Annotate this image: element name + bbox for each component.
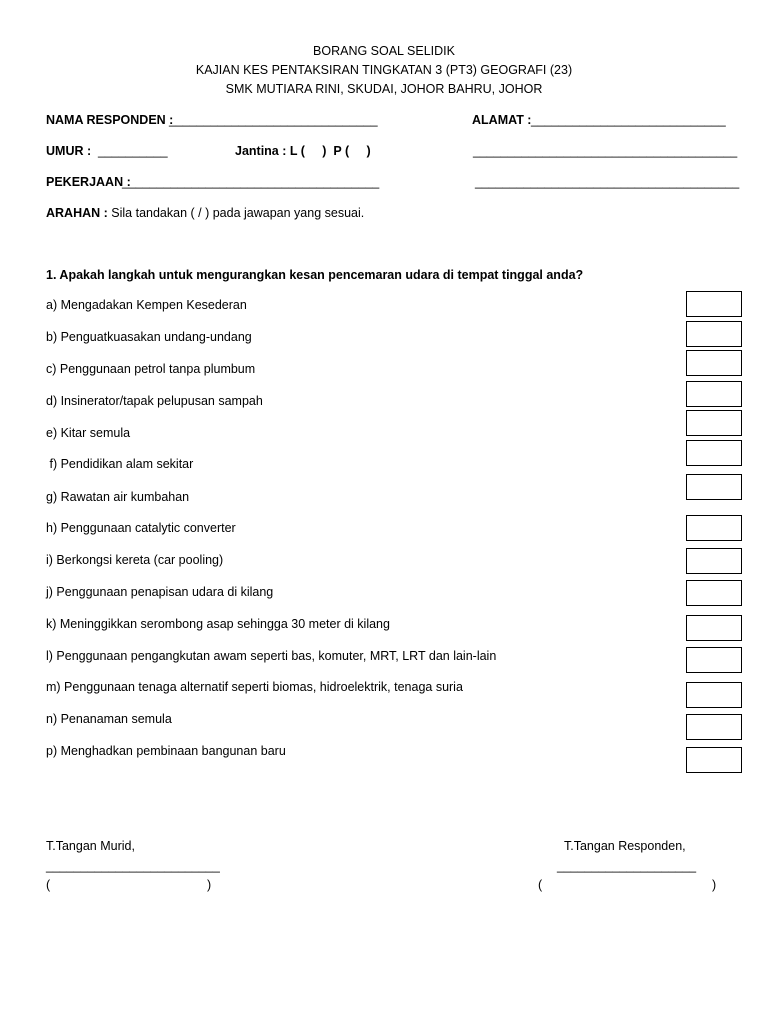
option-label-d: d) Insinerator/tapak pelupusan sampah xyxy=(46,394,263,408)
form-title: BORANG SOAL SELIDIK xyxy=(313,44,455,58)
option-label-k: k) Meninggikkan serombong asap sehingga 30 meter di kilang xyxy=(46,617,390,631)
address-field-line-2[interactable]: ______________________________________ xyxy=(473,144,738,158)
option-label-p: p) Menghadkan pembinaan bangunan baru xyxy=(46,744,286,758)
respondent-name-label: NAMA RESPONDEN : xyxy=(46,113,177,127)
answer-box-a[interactable] xyxy=(686,291,742,317)
job-label: PEKERJAAN : xyxy=(46,175,135,189)
answer-box-l[interactable] xyxy=(686,647,742,673)
answer-box-m[interactable] xyxy=(686,682,742,708)
option-label-f: f) Pendidikan alam sekitar xyxy=(46,457,194,471)
question-title: 1. Apakah langkah untuk mengurangkan kesan pencemaran udara di tempat tinggal anda? xyxy=(46,268,584,282)
form-subtitle: KAJIAN KES PENTAKSIRAN TINGKATAN 3 (PT3) GEOGRAFI (23) xyxy=(195,63,573,77)
option-label-j: j) Penggunaan penapisan udara di kilang xyxy=(46,585,274,599)
age-label: UMUR : xyxy=(46,144,95,158)
option-label-n: n) Penanaman semula xyxy=(46,712,172,726)
option-label-h: h) Penggunaan catalytic converter xyxy=(46,521,236,535)
job-field[interactable]: _____________________________________ xyxy=(122,175,380,189)
instruction-label: ARAHAN : xyxy=(46,206,112,220)
option-label-l: l) Penggunaan pengangkutan awam seperti bas, komuter, MRT, LRT dan lain-lain xyxy=(46,649,497,663)
answer-box-h[interactable] xyxy=(686,515,742,541)
option-label-a: a) Mengadakan Kempen Kesederan xyxy=(46,298,247,312)
respondent-name-field[interactable]: ______________________________ xyxy=(169,113,378,127)
answer-box-p[interactable] xyxy=(686,747,742,773)
address-field-line-3[interactable]: ______________________________________ xyxy=(475,175,740,189)
option-label-c: c) Penggunaan petrol tanpa plumbum xyxy=(46,362,256,376)
respondent-name-paren-open: ( xyxy=(538,878,543,892)
option-label-m: m) Penggunaan tenaga alternatif seperti biomas, hidroelektrik, tenaga suria xyxy=(46,680,463,694)
gender-field[interactable]: Jantina : L ( ) P ( ) xyxy=(235,144,371,158)
option-label-e: e) Kitar semula xyxy=(46,426,131,440)
answer-box-b[interactable] xyxy=(686,321,742,347)
student-signature-label: T.Tangan Murid, xyxy=(46,839,135,853)
respondent-signature-line[interactable]: ____________________ xyxy=(557,859,697,873)
address-label: ALAMAT : xyxy=(472,113,535,127)
option-label-b: b) Penguatkuasakan undang-undang xyxy=(46,330,252,344)
option-label-g: g) Rawatan air kumbahan xyxy=(46,490,190,504)
student-name-paren-open: ( xyxy=(46,878,51,892)
answer-box-f[interactable] xyxy=(686,440,742,466)
answer-box-k[interactable] xyxy=(686,615,742,641)
address-field[interactable]: ____________________________ xyxy=(531,113,726,127)
respondent-name-paren-close: ) xyxy=(712,878,717,892)
option-label-i: i) Berkongsi kereta (car pooling) xyxy=(46,553,224,567)
answer-box-c[interactable] xyxy=(686,350,742,376)
respondent-signature-label: T.Tangan Responden, xyxy=(564,839,686,853)
answer-box-g[interactable] xyxy=(686,474,742,500)
answer-box-n[interactable] xyxy=(686,714,742,740)
answer-box-i[interactable] xyxy=(686,548,742,574)
student-signature-line[interactable]: _________________________ xyxy=(46,859,220,873)
instruction xyxy=(46,206,364,220)
answer-box-e[interactable] xyxy=(686,410,742,436)
student-name-paren-close: ) xyxy=(207,878,212,892)
instruction-text: Sila tandakan ( / ) pada jawapan yang sesuai. xyxy=(111,206,365,220)
age-field[interactable]: __________ xyxy=(98,144,168,158)
answer-box-j[interactable] xyxy=(686,580,742,606)
answer-box-d[interactable] xyxy=(686,381,742,407)
school-name: SMK MUTIARA RINI, SKUDAI, JOHOR BAHRU, JOHOR xyxy=(225,82,543,96)
